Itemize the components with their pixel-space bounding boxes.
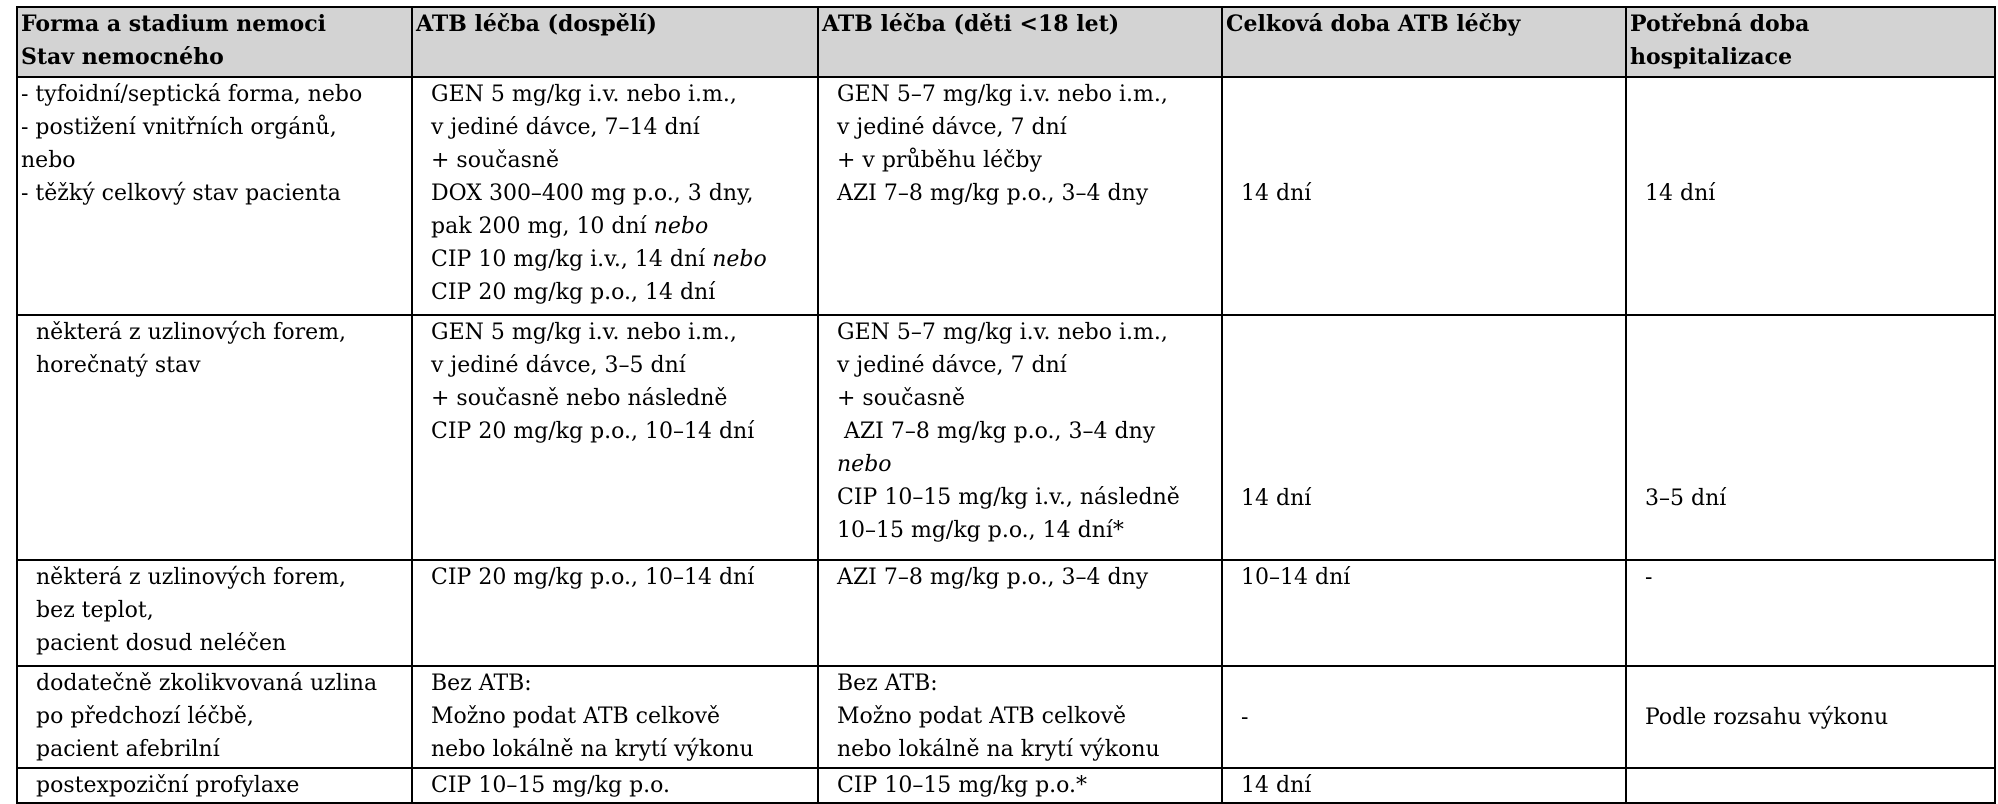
adult-treatment-cell: Bez ATB: Možno podat ATB celkově nebo lokálně na krytí výkonu <box>412 666 818 768</box>
hospitalization-cell: Podle rozsahu výkonu <box>1626 666 1995 768</box>
child-treatment-cell: GEN 5–7 mg/kg i.v. nebo i.m., v jediné dávce, 7 dní + v průběhu léčby AZI 7–8 mg/kg p.o., 3–4 dny <box>818 77 1222 315</box>
adult-treatment-cell: CIP 10–15 mg/kg p.o. <box>412 768 818 803</box>
adult-treatment-cell: GEN 5 mg/kg i.v. nebo i.m., v jediné dávce, 7–14 dní + současně DOX 300–400 mg p.o., 3 dny, pak 200 mg, 10 dní nebo CIP 10 mg/kg i.v., 14 dní nebo CIP 20 mg/kg p.o., 14 dní <box>412 77 818 315</box>
header-adult: ATB léčba (dospělí) <box>412 7 818 77</box>
condition-cell: postexpoziční profylaxe <box>17 768 412 803</box>
table-row <box>17 77 1995 315</box>
adult-treatment-cell: CIP 20 mg/kg p.o., 10–14 dní <box>412 560 818 666</box>
table-row <box>17 560 1995 666</box>
child-treatment-cell: Bez ATB: Možno podat ATB celkově nebo lokálně na krytí výkonu <box>818 666 1222 768</box>
duration-cell: 14 dní <box>1222 77 1626 315</box>
adult-treatment-cell: GEN 5 mg/kg i.v. nebo i.m., v jediné dávce, 3–5 dní + současně nebo následně CIP 20 mg/kg p.o., 10–14 dní <box>412 315 818 560</box>
child-treatment-cell: CIP 10–15 mg/kg p.o.* <box>818 768 1222 803</box>
table-row <box>17 666 1995 768</box>
header-row <box>17 7 1995 77</box>
header-condition: Forma a stadium nemoci Stav nemocného <box>17 7 412 77</box>
child-treatment-cell: GEN 5–7 mg/kg i.v. nebo i.m., v jediné dávce, 7 dní + současně AZI 7–8 mg/kg p.o., 3–4 dny nebo CIP 10–15 mg/kg i.v., následně 10–15 mg/kg p.o., 14 dní* <box>818 315 1222 560</box>
condition-cell: dodatečně zkolikvovaná uzlina po předchozí léčbě, pacient afebrilní <box>17 666 412 768</box>
hospitalization-cell <box>1626 768 1995 803</box>
hospitalization-cell: 3–5 dní <box>1626 315 1995 560</box>
duration-cell: 10–14 dní <box>1222 560 1626 666</box>
child-treatment-cell: AZI 7–8 mg/kg p.o., 3–4 dny <box>818 560 1222 666</box>
hospitalization-cell: - <box>1626 560 1995 666</box>
condition-cell: některá z uzlinových forem, horečnatý stav <box>17 315 412 560</box>
hospitalization-cell: 14 dní <box>1626 77 1995 315</box>
duration-cell: 14 dní <box>1222 315 1626 560</box>
header-duration: Celková doba ATB léčby <box>1222 7 1626 77</box>
header-child: ATB léčba (děti <18 let) <box>818 7 1222 77</box>
table-row <box>17 315 1995 560</box>
treatment-table <box>16 6 1996 804</box>
condition-cell: - tyfoidní/septická forma, nebo - postižení vnitřních orgánů, nebo - těžký celkový stav pacienta <box>17 77 412 315</box>
duration-cell: - <box>1222 666 1626 768</box>
duration-cell: 14 dní <box>1222 768 1626 803</box>
table-row <box>17 768 1995 803</box>
condition-cell: některá z uzlinových forem, bez teplot, pacient dosud neléčen <box>17 560 412 666</box>
header-hospitalization: Potřebná doba hospitalizace <box>1626 7 1995 77</box>
